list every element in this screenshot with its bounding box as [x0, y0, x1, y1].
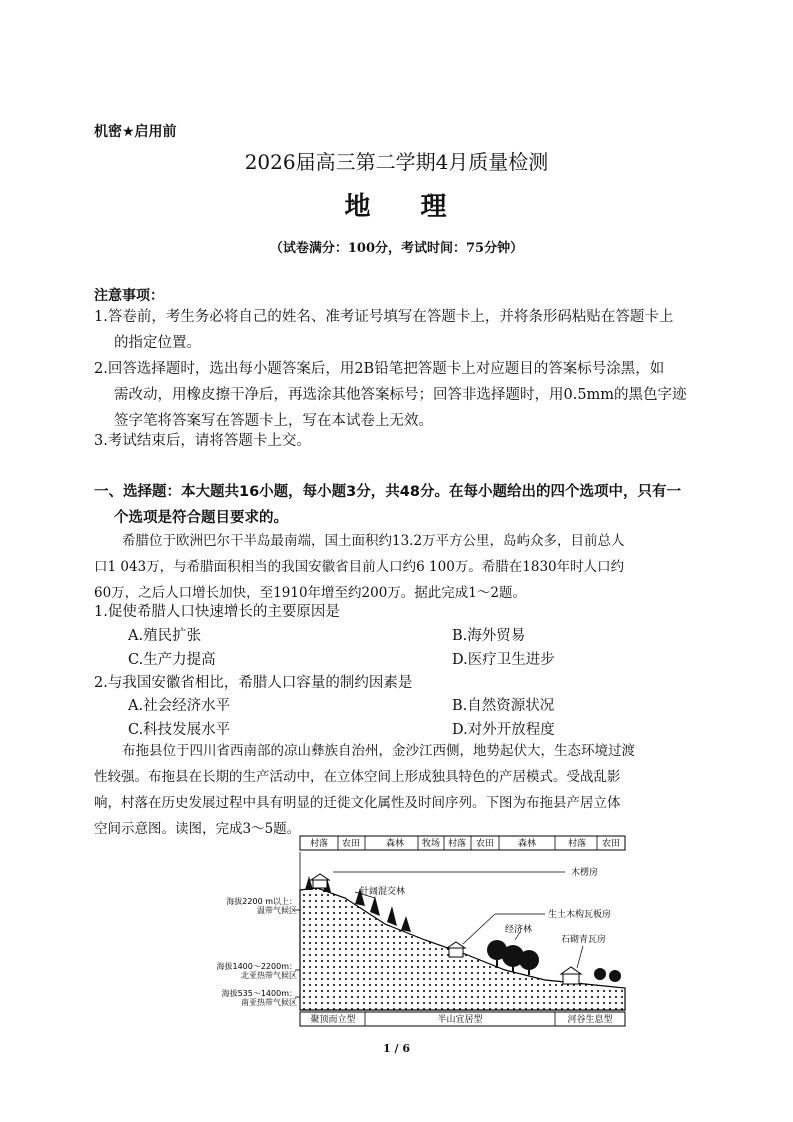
callout-label: 生土木构瓦板房: [548, 910, 612, 920]
callout-label: 经济林: [505, 925, 533, 935]
zone-label: 农田: [475, 839, 495, 849]
note-item: 2.回答选择题时，选出每小题答案后，用2B铅笔把答题卡上对应题目的答案标号涂黑，如 需改动，用橡皮擦干净后，再选涂其他答案标号；回答非选择题时，用0.5mm的黑色字迹 签字笔将答案写在答题卡上，写在本试卷上无效。: [94, 361, 687, 429]
note-item: 1.答卷前，考生务必将自己的姓名、准考证号填写在答题卡上，并将条形码粘贴在答题卡上 的指定位置。: [94, 309, 674, 351]
climate-label: 海拔535～1400m：: [221, 989, 297, 998]
callout-label: 针阔混交林: [360, 887, 406, 897]
subject-title: [0, 186, 793, 223]
settlement-type: 河谷生息型: [567, 1015, 613, 1025]
option-2d: D.对外开放程度: [452, 722, 555, 738]
zone-label: 森林: [517, 839, 537, 849]
question-2: 2.与我国安徽省相比，希腊人口容量的制约因素是: [94, 675, 413, 691]
option-1a: A.殖民扩张: [128, 628, 202, 644]
option-2a: A.社会经济水平: [128, 698, 231, 714]
option-1d: D.医疗卫生进步: [452, 652, 555, 668]
settlement-type: 半山宜居型: [437, 1015, 483, 1025]
zone-label: 村落: [567, 839, 587, 849]
page-number: 1 / 6: [383, 1042, 410, 1055]
zone-label: 牧场: [421, 839, 441, 849]
settlement-type: 聚顶而立型: [310, 1015, 356, 1025]
callout-label: 石砌青瓦房: [561, 935, 607, 945]
climate-label: 海拔1400～2200m：: [216, 962, 297, 971]
zone-label: 森林: [385, 839, 405, 849]
subject-char: 理: [420, 192, 449, 222]
option-2b: B.自然资源状况: [452, 698, 555, 714]
climate-label: 北亚热带气候区: [241, 971, 297, 980]
option-1c: C.生产力提高: [128, 652, 216, 668]
exam-title: 2026届高三第二学期4月质量检测: [244, 150, 549, 174]
passage-butuo: 布拖县位于四川省西南部的凉山彝族自治州，金沙江西侧，地势起伏大，生态环境过渡 性较强。布拖县在长期的生产活动中，在立体空间上形成独具特色的产居模式。受战乱影 响，村落在历史发展过程中具有明显的迁徙文化属性及时间序列。下图为布拖县产居立体 空间示意图。读图，完成3～5题。: [94, 743, 635, 837]
confidential-mark: 机密★启用前: [94, 124, 177, 140]
climate-label: 温带气候区: [257, 906, 297, 915]
climate-label: 南亚热带气候区: [241, 998, 297, 1007]
passage-greece: 希腊位于欧洲巴尔干半岛最南端，国土面积约13.2万平方公里，岛屿众多，目前总人 口1 043万，与希腊面积相当的我国安徽省目前人口约6 100万。希腊在1830年时人口约 60万，之后人口增长加快，至1910年增至约200万。据此完成1～2题。: [94, 533, 625, 601]
zone-label: 村落: [447, 839, 467, 849]
climate-label: 海拔2200 m以上：: [226, 897, 297, 906]
zone-label: 农田: [601, 839, 621, 849]
notes-heading: 注意事项：: [94, 288, 164, 304]
callout-label: 木楞房: [571, 868, 599, 878]
production-living-diagram: [205, 832, 635, 1030]
note-item: 3.考试结束后，请将答题卡上交。: [94, 433, 311, 449]
option-2c: C.科技发展水平: [128, 722, 231, 738]
zone-label: 农田: [341, 839, 361, 849]
zone-label: 村落: [309, 839, 329, 849]
option-1b: B.海外贸易: [452, 628, 526, 644]
subject-char: 地: [344, 192, 373, 222]
exam-info: （试卷满分：100分，考试时间：75分钟）: [269, 241, 524, 256]
section-heading: 一、选择题：本大题共16小题，每小题3分，共48分。在每小题给出的四个选项中，只有一 个选项是符合题目要求的。: [94, 484, 681, 526]
question-1: 1.促使希腊人口快速增长的主要原因是: [94, 604, 340, 620]
